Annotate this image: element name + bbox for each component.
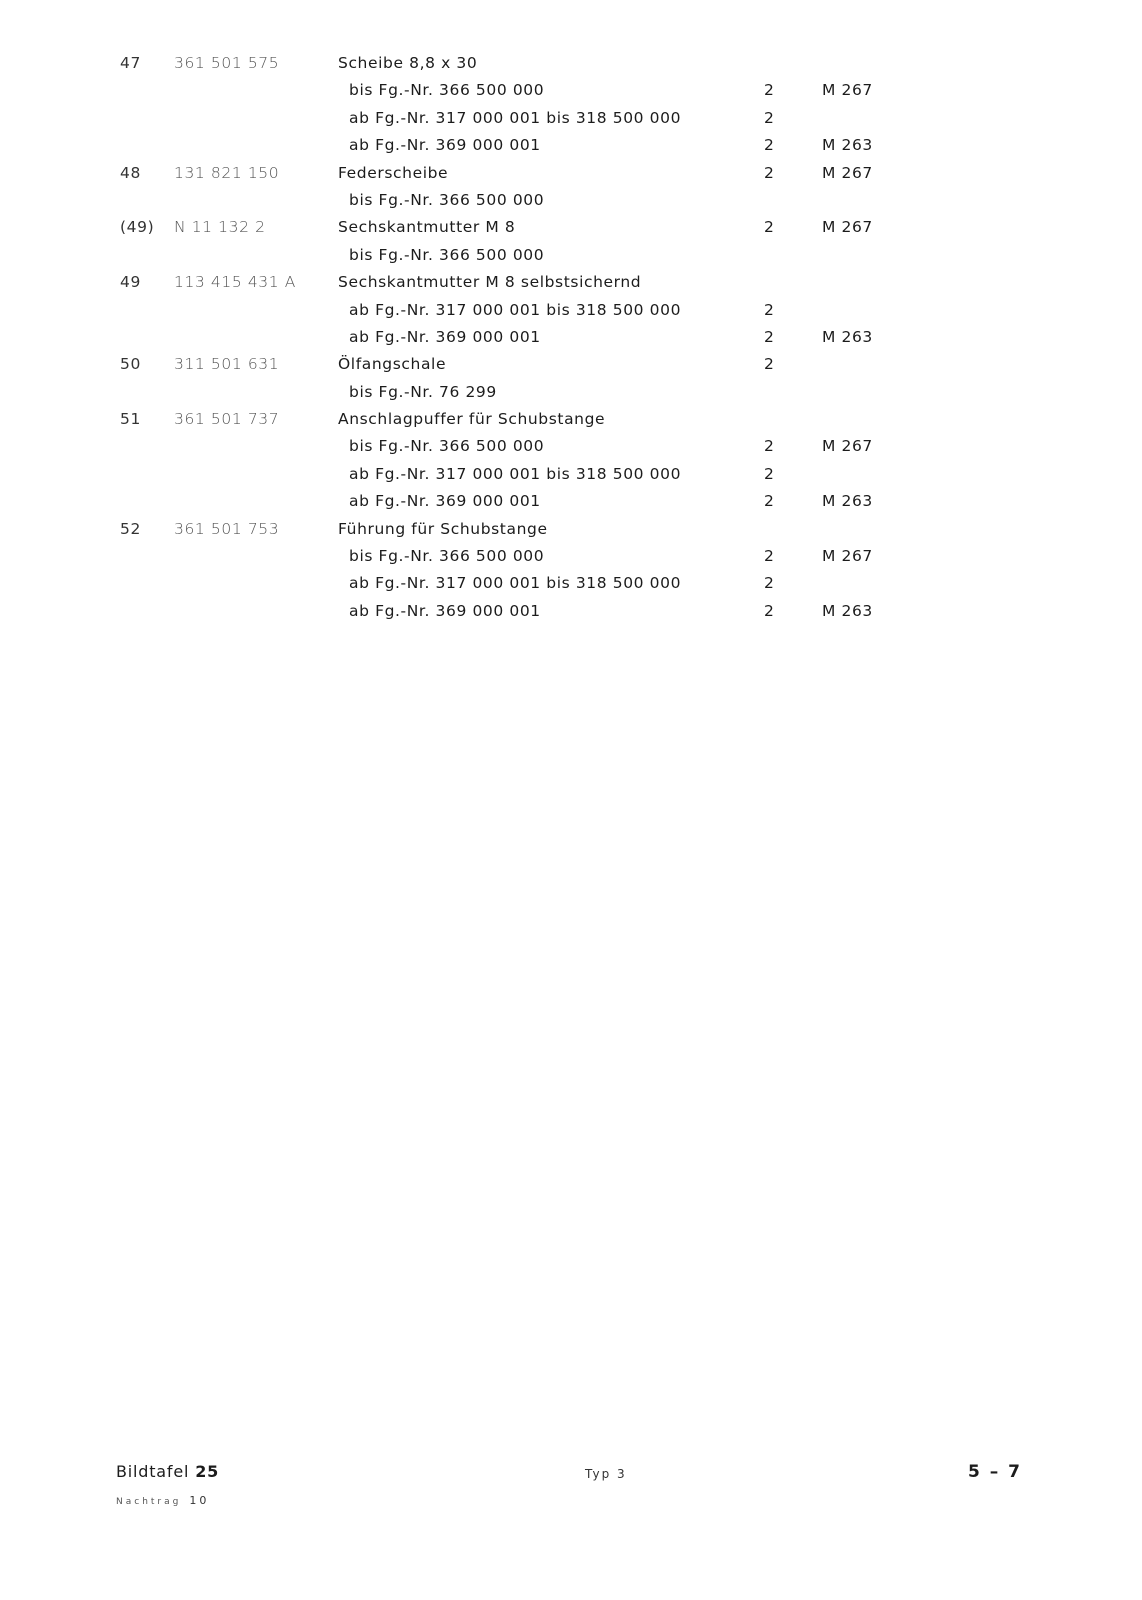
part-number: 361 501 737 — [174, 410, 280, 429]
quantity: 2 — [764, 601, 775, 620]
parts-row — [0, 77, 1142, 104]
reference: M 267 — [822, 218, 873, 237]
description: ab Fg.-Nr. 317 000 001 bis 318 500 000 — [349, 300, 682, 319]
supplement-label: Nachtrag — [116, 1497, 182, 1507]
description: ab Fg.-Nr. 369 000 001 — [349, 492, 541, 511]
description: Federscheibe — [338, 163, 449, 182]
position-number: 51 — [120, 410, 141, 429]
description: bis Fg.-Nr. 366 500 000 — [349, 547, 545, 566]
description: bis Fg.-Nr. 76 299 — [349, 382, 497, 401]
position-number: 48 — [120, 163, 141, 182]
reference: M 263 — [822, 601, 873, 620]
description: ab Fg.-Nr. 317 000 001 bis 318 500 000 — [349, 464, 682, 483]
part-number: 361 501 753 — [174, 519, 280, 538]
reference: M 267 — [822, 547, 873, 566]
parts-row — [0, 324, 1142, 351]
quantity: 2 — [764, 574, 775, 593]
parts-row — [0, 214, 1142, 241]
quantity: 2 — [764, 492, 775, 511]
reference: M 267 — [822, 163, 873, 182]
quantity: 2 — [764, 108, 775, 127]
description: bis Fg.-Nr. 366 500 000 — [349, 245, 545, 264]
parts-row — [0, 105, 1142, 132]
parts-row — [0, 50, 1142, 77]
part-number: 311 501 631 — [174, 355, 280, 374]
description: bis Fg.-Nr. 366 500 000 — [349, 437, 545, 456]
description: ab Fg.-Nr. 317 000 001 bis 318 500 000 — [349, 108, 682, 127]
parts-row — [0, 379, 1142, 406]
description: bis Fg.-Nr. 366 500 000 — [349, 81, 545, 100]
parts-row — [0, 297, 1142, 324]
description: Scheibe 8,8 x 30 — [338, 54, 478, 72]
parts-row — [0, 406, 1142, 433]
reference: M 263 — [822, 136, 873, 155]
part-number: N 11 132 2 — [174, 218, 266, 237]
plate-label-text: Bildtafel — [116, 1462, 190, 1481]
description: Sechskantmutter M 8 — [338, 218, 516, 237]
position-number: (49) — [120, 218, 155, 237]
parts-row — [0, 160, 1142, 187]
description: ab Fg.-Nr. 369 000 001 — [349, 327, 541, 346]
quantity: 2 — [764, 81, 775, 100]
parts-row — [0, 269, 1142, 296]
quantity: 2 — [764, 547, 775, 566]
parts-row — [0, 351, 1142, 378]
supplement-number: 10 — [189, 1494, 210, 1507]
parts-row — [0, 242, 1142, 269]
page-number: 5 – 7 — [968, 1462, 1022, 1482]
part-number: 131 821 150 — [174, 163, 280, 182]
parts-row — [0, 543, 1142, 570]
quantity: 2 — [764, 163, 775, 182]
position-number: 47 — [120, 54, 141, 72]
parts-row — [0, 516, 1142, 543]
description: Anschlagpuffer für Schubstange — [338, 410, 606, 429]
quantity: 2 — [764, 464, 775, 483]
parts-row — [0, 433, 1142, 460]
parts-row — [0, 461, 1142, 488]
parts-row — [0, 570, 1142, 597]
parts-row — [0, 132, 1142, 159]
description: ab Fg.-Nr. 369 000 001 — [349, 136, 541, 155]
parts-row — [0, 598, 1142, 625]
quantity: 2 — [764, 437, 775, 456]
position-number: 50 — [120, 355, 141, 374]
description: ab Fg.-Nr. 317 000 001 bis 318 500 000 — [349, 574, 682, 593]
description: Führung für Schubstange — [338, 519, 548, 538]
quantity: 2 — [764, 218, 775, 237]
part-number: 113 415 431 A — [174, 273, 296, 292]
position-number: 49 — [120, 273, 141, 292]
description: bis Fg.-Nr. 366 500 000 — [349, 190, 545, 209]
description: Ölfangschale — [338, 355, 447, 374]
reference: M 263 — [822, 492, 873, 511]
position-number: 52 — [120, 519, 141, 538]
plate-label — [116, 1462, 219, 1481]
quantity: 2 — [764, 136, 775, 155]
quantity: 2 — [764, 300, 775, 319]
type-label: Typ 3 — [585, 1467, 627, 1481]
reference: M 263 — [822, 327, 873, 346]
description: ab Fg.-Nr. 369 000 001 — [349, 601, 541, 620]
part-number: 361 501 575 — [174, 54, 280, 72]
reference: M 267 — [822, 437, 873, 456]
plate-number: 25 — [195, 1462, 220, 1481]
quantity: 2 — [764, 355, 775, 374]
parts-row — [0, 187, 1142, 214]
supplement-note — [116, 1494, 209, 1507]
parts-row — [0, 488, 1142, 515]
quantity: 2 — [764, 327, 775, 346]
parts-list — [0, 50, 1142, 625]
reference: M 267 — [822, 81, 873, 100]
description: Sechskantmutter M 8 selbstsichernd — [338, 273, 642, 292]
